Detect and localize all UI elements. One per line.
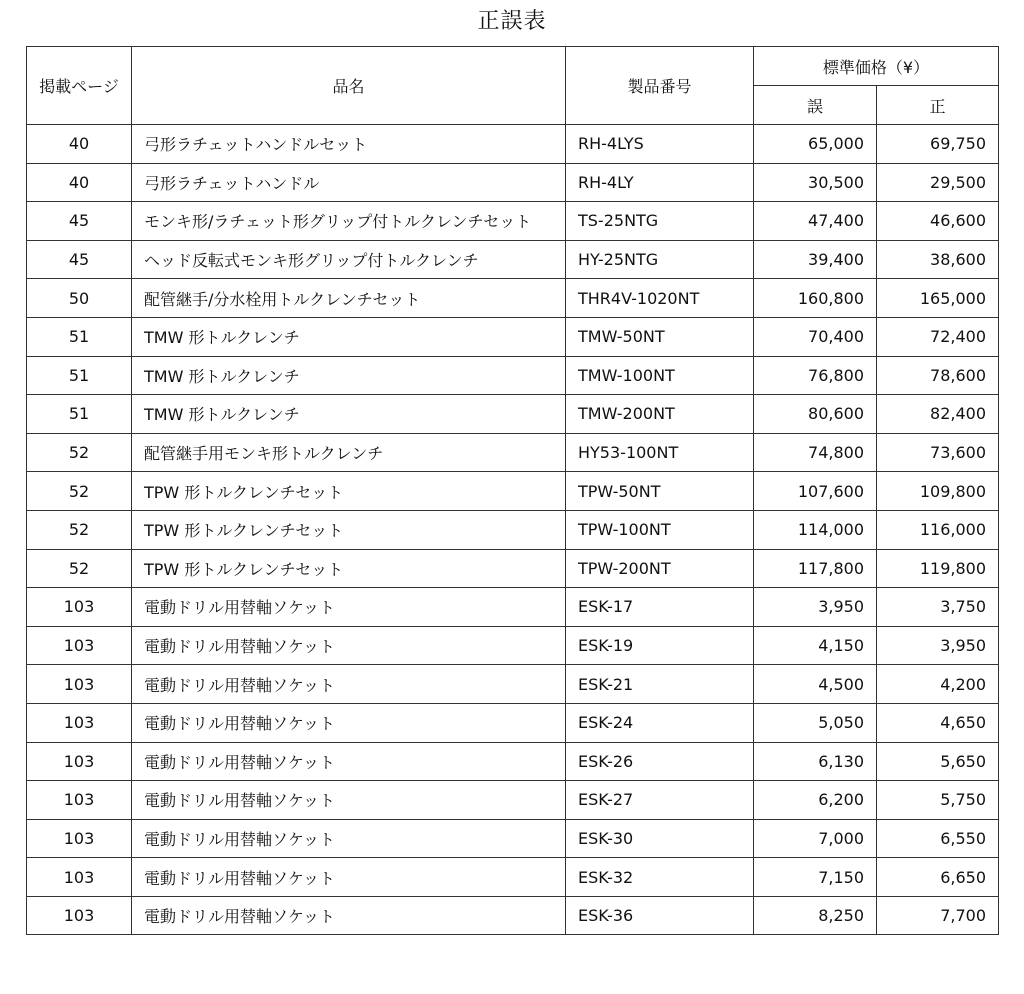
cell-price-wrong: 114,000 [754,510,877,549]
cell-price-correct: 7,700 [877,896,999,935]
cell-product-code: TPW-50NT [566,472,754,511]
cell-page: 45 [27,240,132,279]
cell-product-code: ESK-21 [566,665,754,704]
cell-price-wrong: 47,400 [754,202,877,241]
table-row [27,356,999,395]
cell-product-name: 電動ドリル用替軸ソケット [132,703,566,742]
cell-price-wrong: 5,050 [754,703,877,742]
table-row [27,125,999,164]
table-row [27,472,999,511]
table-row [27,433,999,472]
cell-price-correct: 69,750 [877,125,999,164]
header-standard-price: 標準価格（¥） [754,47,999,86]
cell-product-name: 電動ドリル用替軸ソケット [132,819,566,858]
cell-product-name: 電動ドリル用替軸ソケット [132,626,566,665]
cell-product-name: 配管継手用モンキ形トルクレンチ [132,433,566,472]
errata-table [26,46,999,935]
table-row [27,626,999,665]
cell-price-correct: 3,950 [877,626,999,665]
cell-price-correct: 165,000 [877,279,999,318]
cell-page: 103 [27,781,132,820]
cell-price-wrong: 7,150 [754,858,877,897]
cell-product-name: TPW 形トルクレンチセット [132,549,566,588]
cell-product-code: TMW-200NT [566,395,754,434]
cell-page: 51 [27,317,132,356]
table-row [27,549,999,588]
cell-product-code: HY53-100NT [566,433,754,472]
table-row [27,202,999,241]
cell-price-wrong: 3,950 [754,588,877,627]
cell-product-name: 電動ドリル用替軸ソケット [132,665,566,704]
cell-page: 52 [27,433,132,472]
cell-product-name: ヘッド反転式モンキ形グリップ付トルクレンチ [132,240,566,279]
cell-price-wrong: 6,130 [754,742,877,781]
table-row [27,858,999,897]
cell-price-wrong: 4,500 [754,665,877,704]
cell-product-code: ESK-27 [566,781,754,820]
cell-product-name: 電動ドリル用替軸ソケット [132,858,566,897]
cell-product-code: TPW-200NT [566,549,754,588]
cell-price-correct: 3,750 [877,588,999,627]
cell-price-wrong: 70,400 [754,317,877,356]
header-product-code: 製品番号 [566,47,754,125]
table-row [27,317,999,356]
cell-price-wrong: 76,800 [754,356,877,395]
cell-product-name: 電動ドリル用替軸ソケット [132,742,566,781]
cell-product-name: 電動ドリル用替軸ソケット [132,896,566,935]
cell-page: 103 [27,665,132,704]
cell-price-correct: 6,650 [877,858,999,897]
table-row [27,395,999,434]
cell-product-code: TMW-50NT [566,317,754,356]
cell-product-name: 電動ドリル用替軸ソケット [132,781,566,820]
cell-price-correct: 109,800 [877,472,999,511]
cell-price-correct: 78,600 [877,356,999,395]
cell-price-correct: 82,400 [877,395,999,434]
cell-page: 45 [27,202,132,241]
cell-page: 52 [27,510,132,549]
header-product-name: 品名 [132,47,566,125]
header-page: 掲載ページ [27,47,132,125]
cell-price-wrong: 7,000 [754,819,877,858]
cell-product-code: ESK-19 [566,626,754,665]
cell-product-name: TMW 形トルクレンチ [132,356,566,395]
cell-product-code: RH-4LYS [566,125,754,164]
cell-product-code: TPW-100NT [566,510,754,549]
cell-page: 52 [27,472,132,511]
cell-page: 51 [27,395,132,434]
cell-price-wrong: 39,400 [754,240,877,279]
table-row [27,665,999,704]
cell-price-correct: 116,000 [877,510,999,549]
cell-price-wrong: 4,150 [754,626,877,665]
cell-price-correct: 73,600 [877,433,999,472]
cell-price-wrong: 30,500 [754,163,877,202]
cell-product-code: ESK-36 [566,896,754,935]
table-header [27,47,999,125]
table-row [27,742,999,781]
table-row [27,279,999,318]
cell-product-name: 電動ドリル用替軸ソケット [132,588,566,627]
cell-product-name: TPW 形トルクレンチセット [132,510,566,549]
cell-product-code: ESK-32 [566,858,754,897]
cell-product-name: モンキ形/ラチェット形グリップ付トルクレンチセット [132,202,566,241]
cell-price-correct: 6,550 [877,819,999,858]
cell-page: 103 [27,742,132,781]
cell-page: 103 [27,858,132,897]
table-row [27,163,999,202]
cell-product-code: HY-25NTG [566,240,754,279]
cell-page: 103 [27,896,132,935]
cell-product-name: 弓形ラチェットハンドルセット [132,125,566,164]
cell-product-name: TMW 形トルクレンチ [132,395,566,434]
table-row [27,703,999,742]
cell-product-name: TPW 形トルクレンチセット [132,472,566,511]
cell-product-code: ESK-17 [566,588,754,627]
cell-price-wrong: 65,000 [754,125,877,164]
cell-page: 50 [27,279,132,318]
table-row [27,240,999,279]
cell-page: 103 [27,819,132,858]
cell-page: 40 [27,163,132,202]
cell-product-code: TMW-100NT [566,356,754,395]
table-row [27,819,999,858]
table-row [27,510,999,549]
cell-product-code: ESK-30 [566,819,754,858]
cell-price-correct: 5,650 [877,742,999,781]
cell-page: 51 [27,356,132,395]
cell-product-code: THR4V-1020NT [566,279,754,318]
cell-price-correct: 29,500 [877,163,999,202]
cell-product-name: TMW 形トルクレンチ [132,317,566,356]
cell-product-code: TS-25NTG [566,202,754,241]
header-correct: 正 [877,86,999,125]
cell-price-wrong: 74,800 [754,433,877,472]
table-row [27,588,999,627]
document-title: 正誤表 [477,9,547,34]
cell-product-code: RH-4LY [566,163,754,202]
table-row [27,781,999,820]
cell-product-code: ESK-26 [566,742,754,781]
cell-price-correct: 4,200 [877,665,999,704]
cell-page: 103 [27,703,132,742]
cell-price-correct: 119,800 [877,549,999,588]
cell-price-wrong: 107,600 [754,472,877,511]
table-row [27,896,999,935]
cell-price-correct: 4,650 [877,703,999,742]
cell-product-code: ESK-24 [566,703,754,742]
cell-price-correct: 46,600 [877,202,999,241]
cell-price-correct: 5,750 [877,781,999,820]
table-body [27,125,999,935]
header-wrong: 誤 [754,86,877,125]
cell-price-wrong: 117,800 [754,549,877,588]
cell-page: 103 [27,588,132,627]
cell-price-wrong: 80,600 [754,395,877,434]
header-row-1 [27,47,999,86]
cell-page: 40 [27,125,132,164]
cell-page: 103 [27,626,132,665]
cell-price-wrong: 8,250 [754,896,877,935]
cell-price-correct: 38,600 [877,240,999,279]
cell-product-name: 弓形ラチェットハンドル [132,163,566,202]
cell-price-wrong: 160,800 [754,279,877,318]
cell-product-name: 配管継手/分水栓用トルクレンチセット [132,279,566,318]
cell-page: 52 [27,549,132,588]
cell-price-wrong: 6,200 [754,781,877,820]
cell-price-correct: 72,400 [877,317,999,356]
